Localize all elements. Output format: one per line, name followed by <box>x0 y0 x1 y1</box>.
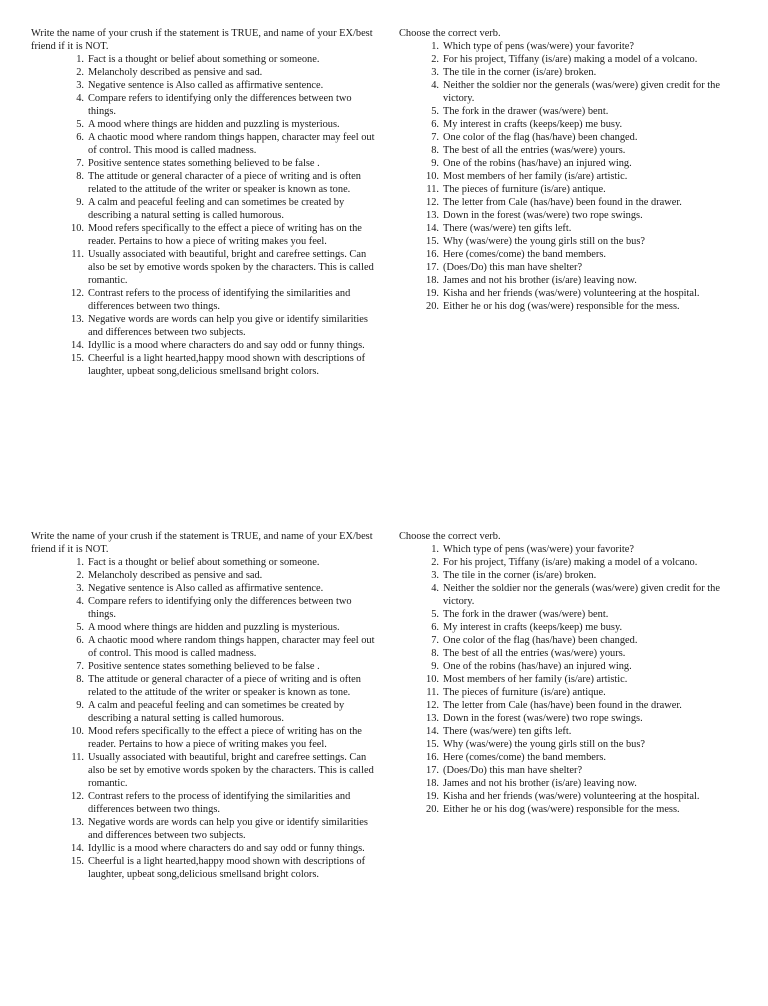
verb-item <box>399 105 744 118</box>
item-text: Here (comes/come) the band members. <box>443 249 607 260</box>
item-number: 5. <box>76 119 84 130</box>
item-text: Fact is a thought or belief about something or someone. <box>88 557 320 568</box>
item-number: 15. <box>71 856 84 867</box>
verb-item <box>399 543 744 556</box>
verb-item <box>399 222 744 235</box>
item-number: 19. <box>426 791 439 802</box>
item-text: (Does/Do) this man have shelter? <box>443 262 583 273</box>
true-false-item <box>31 222 376 248</box>
item-number: 19. <box>426 288 439 299</box>
true-false-item <box>31 725 376 751</box>
verb-item <box>399 777 744 790</box>
true-false-list <box>31 53 376 378</box>
true-false-item <box>31 339 376 352</box>
item-number: 5. <box>76 622 84 633</box>
item-text: Negative words are words can help you give or identify similarities and differences between two subjects. <box>88 817 368 841</box>
item-text: The letter from Cale (has/have) been found in the drawer. <box>443 700 682 711</box>
verb-item <box>399 647 744 660</box>
item-number: 4. <box>431 80 439 91</box>
true-false-item <box>31 673 376 699</box>
item-number: 2. <box>431 54 439 65</box>
item-number: 16. <box>426 249 439 260</box>
true-false-item <box>31 816 376 842</box>
true-false-item <box>31 634 376 660</box>
item-text: James and not his brother (is/are) leaving now. <box>443 275 637 286</box>
true-false-item <box>31 660 376 673</box>
item-number: 12. <box>71 288 84 299</box>
item-number: 14. <box>71 843 84 854</box>
item-number: 10. <box>426 674 439 685</box>
true-false-item <box>31 569 376 582</box>
item-text: One of the robins (has/have) an injured wing. <box>443 661 632 672</box>
verb-instructions: Choose the correct verb. <box>399 531 501 542</box>
verb-item <box>399 66 744 79</box>
verb-item <box>399 660 744 673</box>
true-false-item <box>31 66 376 79</box>
verb-item <box>399 556 744 569</box>
item-text: The attitude or general character of a piece of writing and is often related to the attitude of the writer or speaker is known as tone. <box>88 171 361 195</box>
verb-item <box>399 287 744 300</box>
item-text: Either he or his dog (was/were) responsible for the mess. <box>443 804 680 815</box>
item-text: A chaotic mood where random things happen, character may feel out of control. This mood is called madness. <box>88 635 375 659</box>
verb-item <box>399 274 744 287</box>
item-number: 9. <box>431 661 439 672</box>
verb-item <box>399 144 744 157</box>
item-text: Most members of her family (is/are) artistic. <box>443 171 628 182</box>
item-number: 20. <box>426 301 439 312</box>
true-false-item <box>31 790 376 816</box>
item-number: 3. <box>76 583 84 594</box>
item-text: The best of all the entries (was/were) yours. <box>443 648 626 659</box>
verb-item <box>399 608 744 621</box>
item-text: Neither the soldier nor the generals (was/were) given credit for the victory. <box>443 80 720 104</box>
item-text: Most members of her family (is/are) artistic. <box>443 674 628 685</box>
item-text: My interest in crafts (keeps/keep) me busy. <box>443 119 623 130</box>
item-number: 12. <box>426 700 439 711</box>
verb-item <box>399 40 744 53</box>
item-number: 7. <box>76 158 84 169</box>
item-text: The fork in the drawer (was/were) bent. <box>443 609 609 620</box>
item-number: 9. <box>76 197 84 208</box>
item-number: 2. <box>76 67 84 78</box>
item-number: 15. <box>71 353 84 364</box>
verb-item <box>399 764 744 777</box>
item-text: Which type of pens (was/were) your favorite? <box>443 544 634 555</box>
true-false-instructions: Write the name of your crush if the statement is TRUE, and name of your EX/best friend if it is NOT. <box>31 28 373 52</box>
item-number: 11. <box>426 687 439 698</box>
verb-item <box>399 712 744 725</box>
item-text: My interest in crafts (keeps/keep) me busy. <box>443 622 623 633</box>
item-number: 5. <box>431 609 439 620</box>
item-text: A chaotic mood where random things happen, character may feel out of control. This mood is called madness. <box>88 132 375 156</box>
verb-item <box>399 738 744 751</box>
verb-item <box>399 183 744 196</box>
item-text: For his project, Tiffany (is/are) making a model of a volcano. <box>443 557 698 568</box>
item-text: Positive sentence states something believed to be false . <box>88 158 320 169</box>
true-false-item <box>31 352 376 378</box>
verb-item <box>399 118 744 131</box>
verb-item <box>399 725 744 738</box>
item-number: 6. <box>76 132 84 143</box>
true-false-item <box>31 556 376 569</box>
item-number: 11. <box>426 184 439 195</box>
item-text: For his project, Tiffany (is/are) making a model of a volcano. <box>443 54 698 65</box>
item-number: 7. <box>431 132 439 143</box>
item-text: Idyllic is a mood where characters do and say odd or funny things. <box>88 843 365 854</box>
item-number: 3. <box>76 80 84 91</box>
item-number: 4. <box>76 596 84 607</box>
item-number: 13. <box>426 210 439 221</box>
item-text: A mood where things are hidden and puzzling is mysterious. <box>88 622 340 633</box>
true-false-item <box>31 751 376 790</box>
true-false-item <box>31 313 376 339</box>
true-false-item <box>31 855 376 881</box>
item-text: Negative sentence is Also called as affirmative sentence. <box>88 80 324 91</box>
item-number: 9. <box>431 158 439 169</box>
item-text: The tile in the corner (is/are) broken. <box>443 570 597 581</box>
true-false-item <box>31 118 376 131</box>
item-number: 11. <box>71 249 84 260</box>
verb-item <box>399 79 744 105</box>
verb-item <box>399 569 744 582</box>
true-false-item <box>31 595 376 621</box>
verb-item <box>399 300 744 313</box>
item-text: Cheerful is a light hearted,happy mood shown with descriptions of laughter, upbeat song,delicious smellsand bright colors. <box>88 353 366 377</box>
item-text: One of the robins (has/have) an injured wing. <box>443 158 632 169</box>
true-false-list <box>31 556 376 881</box>
item-text: Either he or his dog (was/were) responsible for the mess. <box>443 301 680 312</box>
item-number: 14. <box>71 340 84 351</box>
true-false-item <box>31 131 376 157</box>
verb-item <box>399 686 744 699</box>
item-number: 2. <box>431 557 439 568</box>
true-false-item <box>31 157 376 170</box>
item-text: Melancholy described as pensive and sad. <box>88 570 263 581</box>
item-number: 3. <box>431 570 439 581</box>
item-number: 10. <box>71 223 84 234</box>
item-text: Melancholy described as pensive and sad. <box>88 67 263 78</box>
item-text: One color of the flag (has/have) been changed. <box>443 635 638 646</box>
item-text: Idyllic is a mood where characters do and say odd or funny things. <box>88 340 365 351</box>
item-text: Why (was/were) the young girls still on the bus? <box>443 236 645 247</box>
item-number: 9. <box>76 700 84 711</box>
true-false-item <box>31 196 376 222</box>
item-number: 6. <box>76 635 84 646</box>
item-text: James and not his brother (is/are) leaving now. <box>443 778 637 789</box>
verb-item <box>399 634 744 647</box>
item-text: Kisha and her friends (was/were) volunteering at the hospital. <box>443 288 700 299</box>
true-false-item <box>31 92 376 118</box>
item-text: Neither the soldier nor the generals (was/were) given credit for the victory. <box>443 583 720 607</box>
item-number: 10. <box>71 726 84 737</box>
item-number: 11. <box>71 752 84 763</box>
item-number: 1. <box>76 557 84 568</box>
verb-section-top <box>399 27 744 313</box>
verb-item <box>399 209 744 222</box>
item-text: Usually associated with beautiful, bright and carefree settings. Can also be set by emotive words spoken by the characters. This is called romantic. <box>88 752 374 789</box>
verb-item <box>399 790 744 803</box>
verb-list <box>399 543 744 816</box>
item-number: 10. <box>426 171 439 182</box>
true-false-item <box>31 53 376 66</box>
item-number: 15. <box>426 739 439 750</box>
item-text: Mood refers specifically to the effect a piece of writing has on the reader. Pertains to how a piece of writing makes you feel. <box>88 726 362 750</box>
item-number: 13. <box>426 713 439 724</box>
true-false-item <box>31 170 376 196</box>
item-number: 6. <box>431 119 439 130</box>
item-number: 8. <box>431 145 439 156</box>
item-text: Negative words are words can help you give or identify similarities and differences between two subjects. <box>88 314 368 338</box>
item-text: A calm and peaceful feeling and can sometimes be created by describing a natural setting is called humorous. <box>88 197 345 221</box>
item-text: There (was/were) ten gifts left. <box>443 223 572 234</box>
item-text: Kisha and her friends (was/were) volunteering at the hospital. <box>443 791 700 802</box>
item-number: 16. <box>426 752 439 763</box>
true-false-item <box>31 842 376 855</box>
item-number: 14. <box>426 726 439 737</box>
item-number: 17. <box>426 262 439 273</box>
item-number: 13. <box>71 314 84 325</box>
item-number: 4. <box>431 583 439 594</box>
item-text: A calm and peaceful feeling and can sometimes be created by describing a natural setting is called humorous. <box>88 700 345 724</box>
item-text: Down in the forest (was/were) two rope swings. <box>443 210 643 221</box>
item-number: 6. <box>431 622 439 633</box>
item-number: 1. <box>431 544 439 555</box>
true-false-item <box>31 699 376 725</box>
item-number: 3. <box>431 67 439 78</box>
item-number: 7. <box>431 635 439 646</box>
verb-item <box>399 621 744 634</box>
item-number: 15. <box>426 236 439 247</box>
item-text: One color of the flag (has/have) been changed. <box>443 132 638 143</box>
item-text: (Does/Do) this man have shelter? <box>443 765 583 776</box>
item-text: Here (comes/come) the band members. <box>443 752 607 763</box>
item-text: There (was/were) ten gifts left. <box>443 726 572 737</box>
verb-instructions: Choose the correct verb. <box>399 28 501 39</box>
item-number: 8. <box>431 648 439 659</box>
item-text: Why (was/were) the young girls still on the bus? <box>443 739 645 750</box>
verb-item <box>399 157 744 170</box>
item-text: Contrast refers to the process of identifying the similarities and differences between two things. <box>88 791 351 815</box>
item-number: 20. <box>426 804 439 815</box>
item-text: Cheerful is a light hearted,happy mood shown with descriptions of laughter, upbeat song,delicious smellsand bright colors. <box>88 856 366 880</box>
item-text: Positive sentence states something believed to be false . <box>88 661 320 672</box>
item-number: 4. <box>76 93 84 104</box>
verb-item <box>399 235 744 248</box>
true-false-item <box>31 287 376 313</box>
verb-item <box>399 53 744 66</box>
item-text: A mood where things are hidden and puzzling is mysterious. <box>88 119 340 130</box>
true-false-section-top <box>31 27 376 378</box>
item-text: Fact is a thought or belief about something or someone. <box>88 54 320 65</box>
item-text: Mood refers specifically to the effect a piece of writing has on the reader. Pertains to how a piece of writing makes you feel. <box>88 223 362 247</box>
verb-item <box>399 170 744 183</box>
item-text: The fork in the drawer (was/were) bent. <box>443 106 609 117</box>
true-false-item <box>31 79 376 92</box>
item-number: 12. <box>426 197 439 208</box>
item-text: The pieces of furniture (is/are) antique. <box>443 184 606 195</box>
item-text: The best of all the entries (was/were) yours. <box>443 145 626 156</box>
item-number: 5. <box>431 106 439 117</box>
item-number: 14. <box>426 223 439 234</box>
item-number: 18. <box>426 275 439 286</box>
verb-item <box>399 131 744 144</box>
verb-item <box>399 673 744 686</box>
verb-item <box>399 248 744 261</box>
item-text: Contrast refers to the process of identifying the similarities and differences between two things. <box>88 288 351 312</box>
verb-item <box>399 196 744 209</box>
true-false-item <box>31 621 376 634</box>
verb-item <box>399 582 744 608</box>
item-number: 8. <box>76 171 84 182</box>
item-text: Which type of pens (was/were) your favorite? <box>443 41 634 52</box>
item-number: 2. <box>76 570 84 581</box>
item-text: Compare refers to identifying only the differences between two things. <box>88 93 352 117</box>
item-text: The tile in the corner (is/are) broken. <box>443 67 597 78</box>
verb-item <box>399 751 744 764</box>
item-text: Compare refers to identifying only the differences between two things. <box>88 596 352 620</box>
true-false-item <box>31 248 376 287</box>
item-text: Down in the forest (was/were) two rope swings. <box>443 713 643 724</box>
item-number: 1. <box>431 41 439 52</box>
verb-list <box>399 40 744 313</box>
true-false-item <box>31 582 376 595</box>
item-text: Negative sentence is Also called as affirmative sentence. <box>88 583 324 594</box>
verb-item <box>399 699 744 712</box>
item-number: 1. <box>76 54 84 65</box>
verb-item <box>399 261 744 274</box>
item-number: 8. <box>76 674 84 685</box>
item-number: 12. <box>71 791 84 802</box>
verb-section-bottom <box>399 530 744 816</box>
item-text: The letter from Cale (has/have) been found in the drawer. <box>443 197 682 208</box>
item-number: 7. <box>76 661 84 672</box>
item-text: Usually associated with beautiful, bright and carefree settings. Can also be set by emotive words spoken by the characters. This is called romantic. <box>88 249 374 286</box>
item-number: 13. <box>71 817 84 828</box>
item-text: The attitude or general character of a piece of writing and is often related to the attitude of the writer or speaker is known as tone. <box>88 674 361 698</box>
item-number: 17. <box>426 765 439 776</box>
item-text: The pieces of furniture (is/are) antique. <box>443 687 606 698</box>
verb-item <box>399 803 744 816</box>
true-false-section-bottom <box>31 530 376 881</box>
true-false-instructions: Write the name of your crush if the statement is TRUE, and name of your EX/best friend if it is NOT. <box>31 531 373 555</box>
item-number: 18. <box>426 778 439 789</box>
